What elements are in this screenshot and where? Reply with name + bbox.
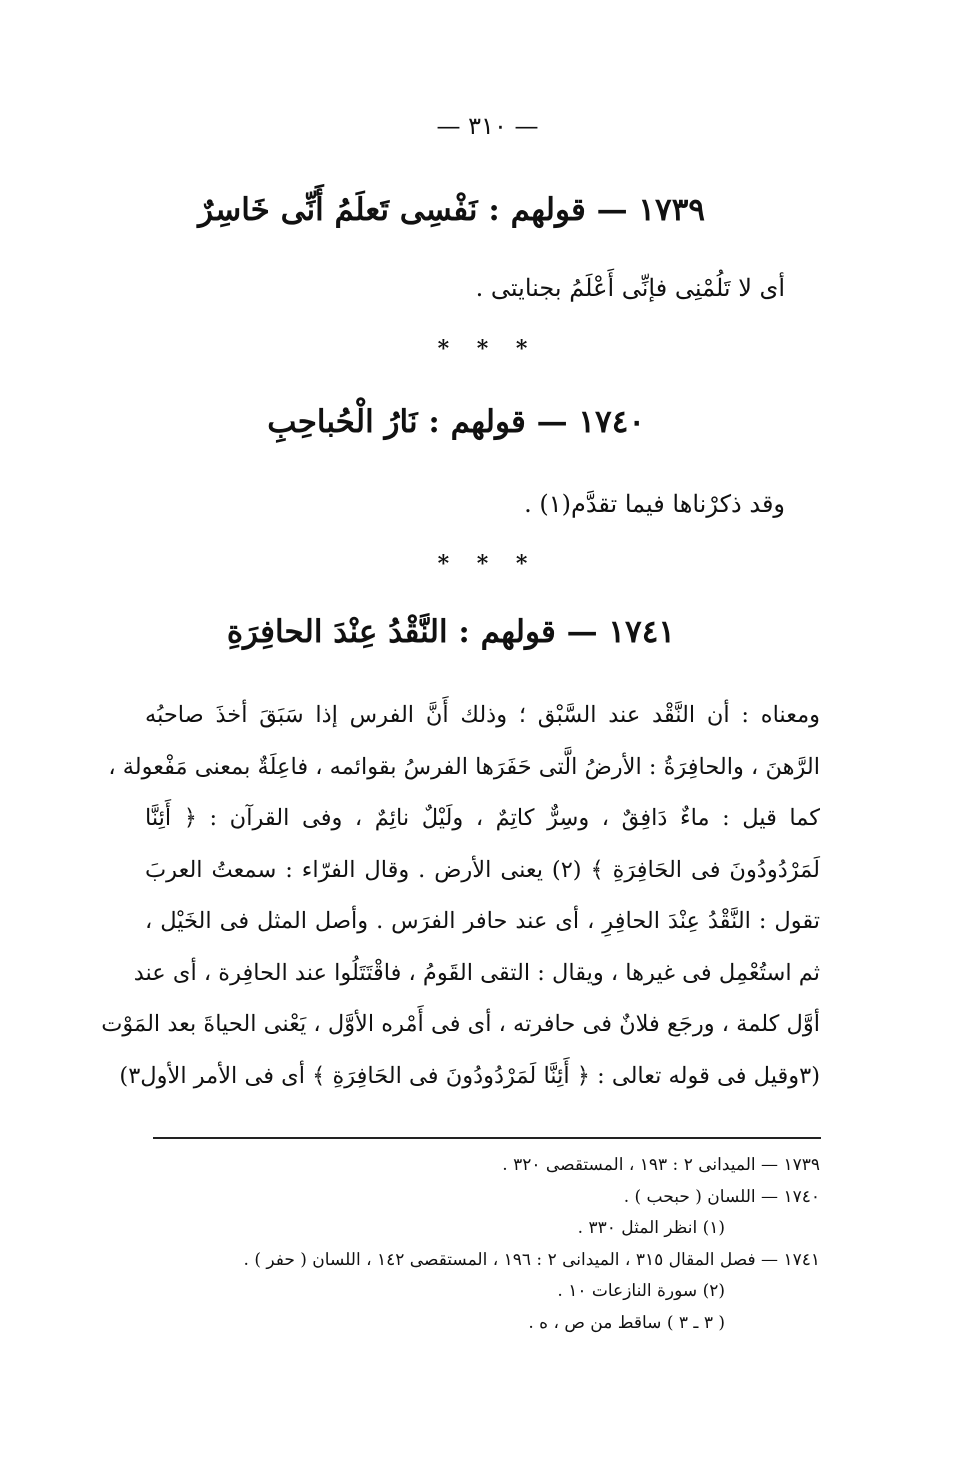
paragraph-line: (٣وقيل فى قوله تعالى : ﴿ أَئِنَّا لَمَرْدُودُونَ فى الحَافِرَةِ ﴾ أى فى الأمر الأول٣) xyxy=(119,1062,820,1089)
footnote-source-1741: ١٧٤١ — فصل المقال ٣١٥ ، الميدانى ٢ : ١٩٦ ، المستقصى ١٤٢ ، اللسان ( حفر ) . xyxy=(243,1249,820,1270)
paragraph-line: كما قيل : ماءٌ دَافِقٌ ، وسِرٌّ كاتِمٌ ، ولَيْلٌ نائِمٌ ، وفى القرآن : ﴿ أَئِنَّا xyxy=(145,805,820,831)
entry-heading-1741: ١٧٤١ — قولهم : النَّقْدُ عِنْدَ الحافِرَةِ xyxy=(226,614,675,650)
paragraph-line: أوَّل كلمة ، ورجَع فلانٌ فى حافرته ، أى فى أَمْره الأوَّل ، يَعْنى الحياةَ بعد المَوْت xyxy=(101,1011,820,1037)
section-separator: * * * xyxy=(437,551,538,577)
entry-body-1739: أى لا تَلُمْنِى فإنِّى أَعْلَمُ بجنايتى . xyxy=(475,274,785,302)
paragraph-line: لَمَرْدُودُونَ فى الحَافِرَةِ ﴾ (٢) يعنى الأرض . وقال الفرّاء : سمعتُ العربَ xyxy=(145,856,820,883)
footnote-source-1740: ١٧٤٠ — اللسان ( حبحب ) . xyxy=(623,1186,820,1207)
footnote-source-1739: ١٧٣٩ — الميدانى ٢ : ١٩٣ ، المستقصى ٣٢٠ . xyxy=(502,1155,820,1175)
paragraph-line: تقول : النَّقْدُ عِنْدَ الحافِرِ ، أى عند حافر الفرَس . وأصل المثل فى الخَيْل ، xyxy=(145,908,820,934)
entry-heading-1740: ١٧٤٠ — قولهم : نَارُ الْحُباحِبِ xyxy=(267,404,645,440)
footnotes xyxy=(140,1150,820,1339)
paragraph-line: الرَّهنَ ، والحافِرَةُ : الأرضُ الَّتى حَفَرَها الفرسُ بقوائمه ، فاعِلَةٌ بمعنى مَفْعولة ، xyxy=(108,753,820,780)
footnote-1: (١) انظر المثل ٣٣٠ . xyxy=(577,1218,725,1238)
entry-body-1741 xyxy=(101,690,820,1102)
paragraph-line: ومعناه : أن النَّقْد عند السَّبْق ؛ وذلك أَنَّ الفرس إذا سَبَقَ أخذَ صاحبُه xyxy=(145,702,820,728)
paragraph-line: ثم استُعْمِل فى غيرها ، ويقال : التقى القَومُ ، فاقْتَتَلُوا عند الحافِرة ، أى عند xyxy=(133,959,820,986)
entry-heading-1739: ١٧٣٩ — قولهم : نَفْسِى تَعلَمُ أَنِّى خَاسِرٌ xyxy=(198,192,705,228)
section-separator: * * * xyxy=(437,336,538,362)
footnote-3: ( ٣ ـ ٣ ) ساقط من ص ، ه . xyxy=(528,1312,725,1333)
footnote-divider xyxy=(153,1137,821,1139)
footnote-2: (٢) سورة النازعات ١٠ . xyxy=(557,1281,725,1301)
entry-body-1740: وقد ذكرْناها فيما تقدَّم(١) . xyxy=(524,490,785,518)
page-number: — ٣١٠ — xyxy=(436,112,539,140)
